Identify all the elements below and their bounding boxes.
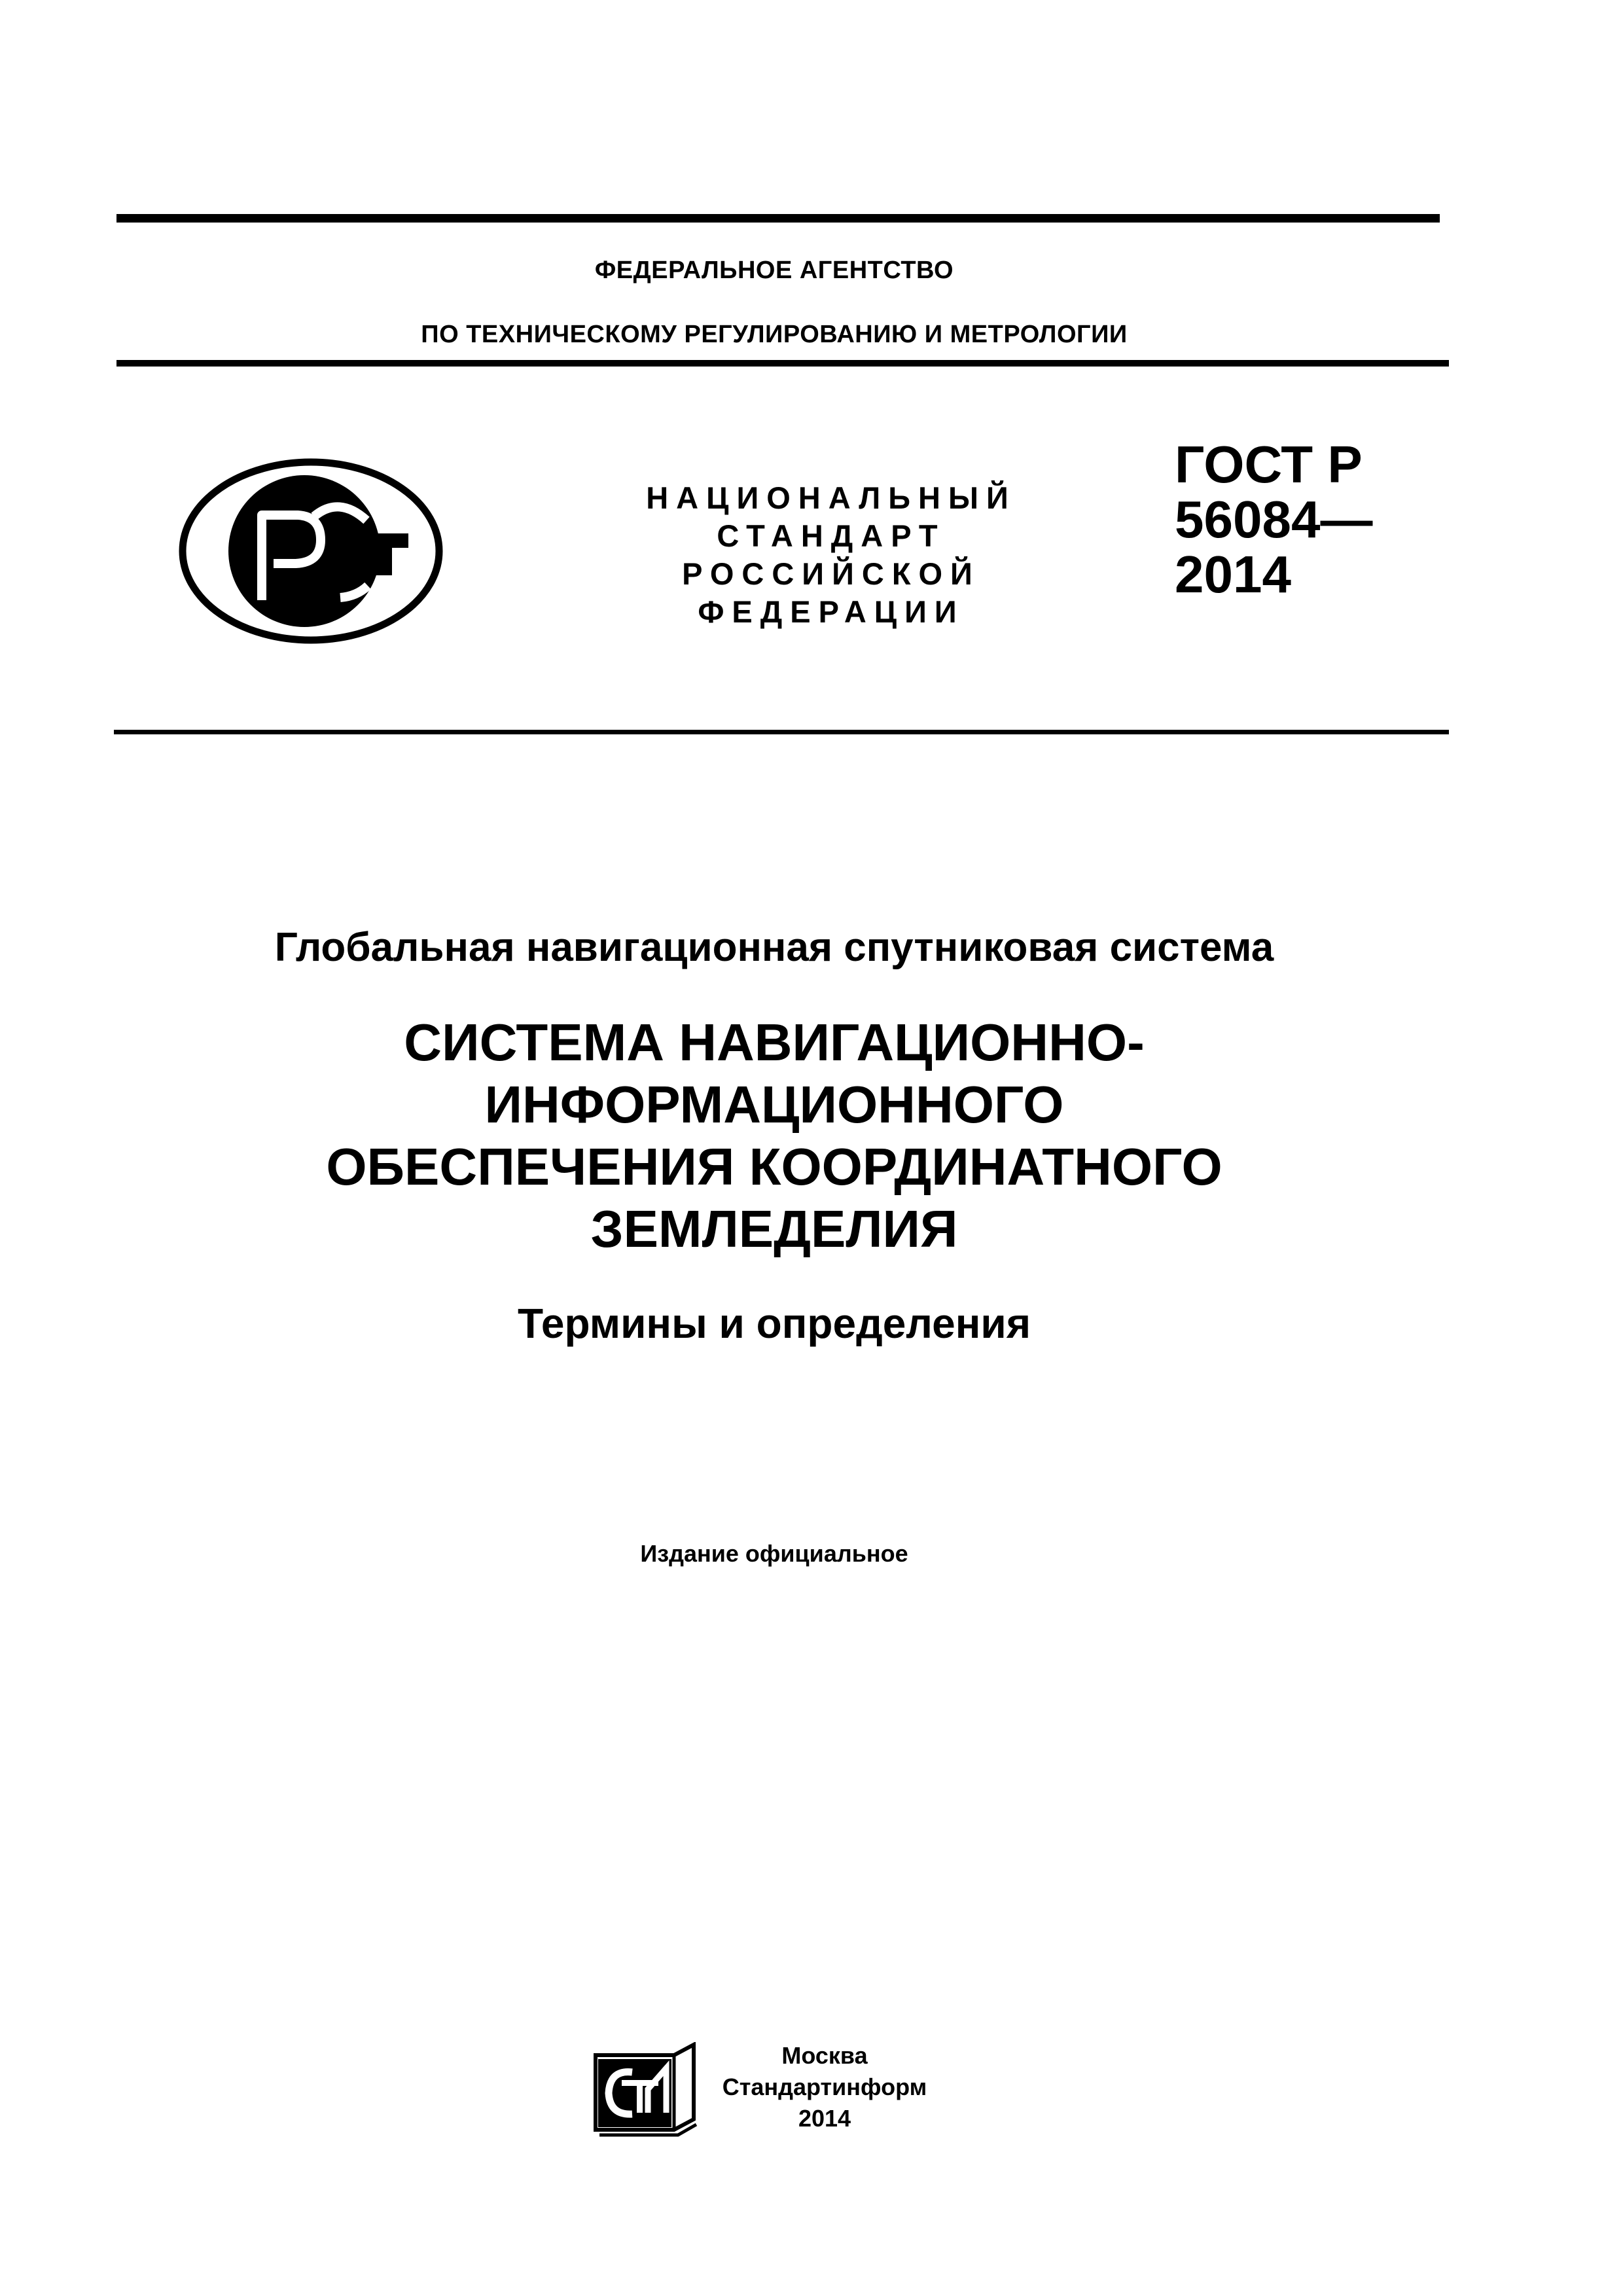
standard-label-line: РОССИЙСКОЙ [682,556,980,591]
main-title-line: ОБЕСПЕЧЕНИЯ КООРДИНАТНОГО [326,1138,1222,1196]
gost-code-line: 56084— [1175,490,1373,548]
main-title-line: ЗЕМЛЕДЕЛИЯ [590,1200,958,1258]
agency-line-1: ФЕДЕРАЛЬНОЕ АГЕНТСТВО [594,257,954,284]
publisher-city: Москва [781,2042,868,2069]
gost-code-line: 2014 [1175,545,1291,603]
top-divider [116,214,1440,223]
header-divider [116,360,1449,367]
standard-label-line: ФЕДЕРАЦИИ [698,594,965,629]
publisher-name: Стандартинформ [722,2073,927,2100]
main-title-line: СИСТЕМА НАВИГАЦИОННО- [404,1013,1145,1071]
publisher-block [720,2040,929,2134]
gost-code-line: ГОСТ Р [1175,435,1363,493]
publisher-year: 2014 [798,2105,851,2132]
edition-note: Издание официальное [640,1540,908,1567]
agency-line-2: ПО ТЕХНИЧЕСКОМУ РЕГУЛИРОВАНИЮ И МЕТРОЛОГИИ [421,321,1128,348]
main-title-line: ИНФОРМАЦИОННОГО [484,1075,1064,1134]
standard-label-line: СТАНДАРТ [717,518,946,553]
rst-gost-logo-icon [177,456,445,646]
national-standard-label [628,479,1034,631]
standartinform-logo-icon [589,2042,700,2140]
general-title: Глобальная навигационная спутниковая система [274,925,1274,970]
main-title [0,1011,1548,1260]
designation-divider [114,730,1449,734]
standard-label-line: НАЦИОНАЛЬНЫЙ [646,480,1016,515]
gost-designation [1175,437,1372,602]
document-subtitle: Термины и определения [517,1300,1031,1347]
